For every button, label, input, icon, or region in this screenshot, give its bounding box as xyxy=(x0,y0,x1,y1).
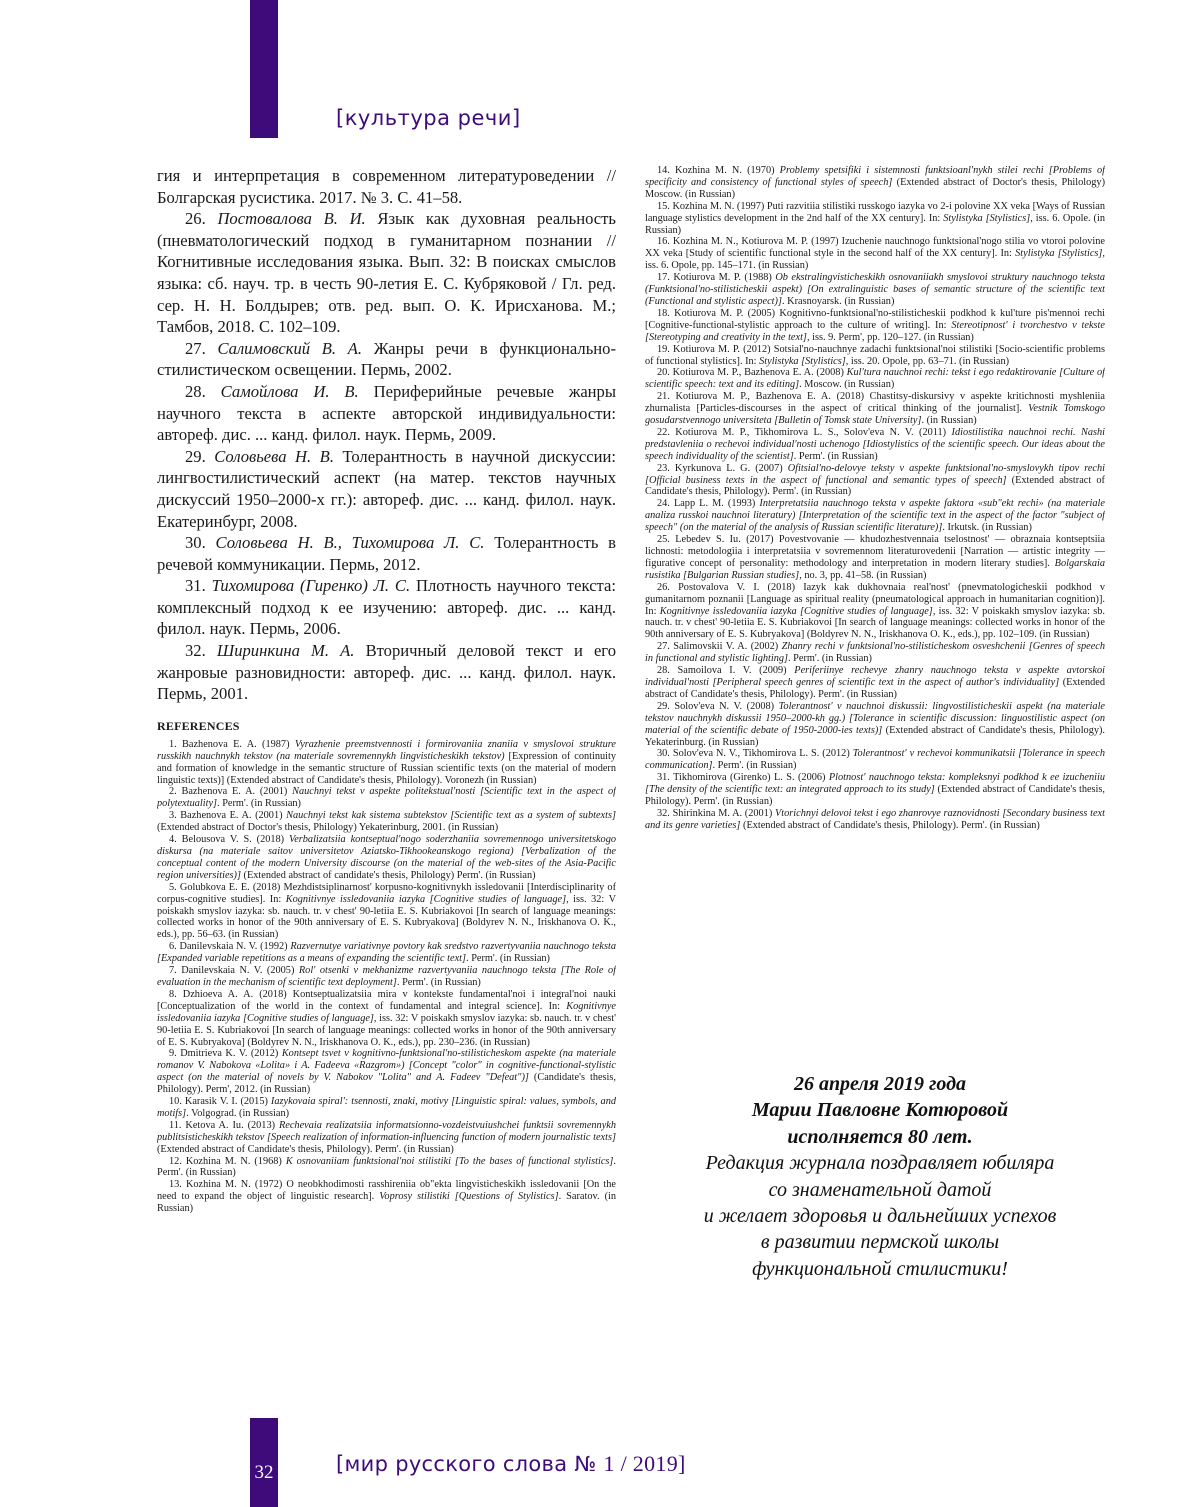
reference-title: Problemy spetsifiki i sistemnosti funktsioanl'nykh stilei rechi [Problems of specificity and consistency of functional styles of speech] xyxy=(645,165,1105,188)
reference-tail: , iss. 6. Opole, pp. 145–171. (in Russian) xyxy=(645,248,1105,272)
reference-title: Tolerantnost' v rechevoi kommunikatsii [Tolerance in speech communication] xyxy=(645,748,1105,772)
reference-tail: , iss. 20. Opole, pp. 63–71. (in Russian) xyxy=(845,355,1010,367)
header-color-band xyxy=(250,0,278,138)
journal-issue: 1 / 2019] xyxy=(603,1451,686,1476)
reference-lead: 17. Kotiurova M. P. (1988) xyxy=(657,272,776,284)
reference-tail: (Extended abstract of Doctor's thesis, Philology) Yekaterinburg, 2001. (in Russian) xyxy=(157,822,499,834)
reference-item xyxy=(645,582,1105,642)
reference-tail: . Perm'. (in Russian) xyxy=(712,760,797,772)
reference-title: Zhanry rechi v funktsional'no-stilisticheskom osveshchenii [Genres of speech in functional and stylistic lighting] xyxy=(645,641,1105,665)
reference-text: Плотность научного текста: комплексный подход к ее изучению: автореф. дис. ... канд. филол. наук. Пермь, 2006. xyxy=(157,576,616,639)
reference-number: 30. xyxy=(185,533,206,553)
reference-tail: , iss. 6. Opole. (in Russian) xyxy=(645,212,1105,236)
greeting-announcement xyxy=(660,1071,1100,1150)
reference-lead: 24. Lapp L. M. (1993) xyxy=(657,498,760,510)
reference-lead: 20. Kotiurova M. P., Bazhenova E. A. (2008) xyxy=(657,367,847,379)
reference-tail: . Perm'. (in Russian) xyxy=(157,1155,616,1179)
reference-title: Tolerantnost' v nauchnoi diskussii: lingvostilisticheskii aspekt (na materiale tekstov nauchnykh diskussii 1950–2000-kh gg.) [Tolerance in scientific discussion: linguostilistic aspect (on material of the scientific debate of 1950-2000-ies texts)] xyxy=(645,700,1105,736)
greeting-line: со знаменательной датой xyxy=(768,1178,992,1201)
reference-number: 27. xyxy=(185,338,206,358)
reference-title: Ob ekstralingvisticheskikh osnovaniiakh smyslovoi struktury nauchnogo teksta (Funktsional'no-stilisticheskii aspekt) [On extralinguistic bases of semantic structure of the scientific text (Functional and stylistic aspect)] xyxy=(645,272,1105,307)
reference-item xyxy=(157,1179,616,1215)
reference-item xyxy=(645,534,1105,582)
reference-item xyxy=(157,941,616,965)
reference-title: Kontsept tsvet v kognitivno-funktsional'no-stilisticheskom aspekte (na materiale romanov V. Nabokova «Lolita» i A. Fadeeva «Razgrom») [Concept "color" in cognitive-functional-stylistic aspect (on the material of novels by V. Nabokov "Lolita" and A. Fadeev "Defeat")] xyxy=(157,1048,616,1084)
reference-title: Stereotipnost' i tvorchestvo v tekste [Stereotyping and creativity in the text] xyxy=(645,319,1105,343)
reference-tail: . (in Russian) xyxy=(921,415,977,427)
reference-author: Ширинкина М. А. xyxy=(216,641,355,661)
section-title: [культура речи] xyxy=(336,106,521,130)
reference-number: 31. xyxy=(185,576,206,596)
reference-item xyxy=(645,344,1105,368)
reference-author: Самойлова И. В. xyxy=(220,381,359,401)
reference-number: 28. xyxy=(185,381,206,401)
russian-references-list xyxy=(157,165,616,705)
reference-title: Kognitivnye issledovaniia iazyka [Cognitive studies of language] xyxy=(157,1000,616,1024)
reference-text: Жанры речи в функционально-стилистическом освещении. Пермь, 2002. xyxy=(157,338,616,380)
reference-lead: 26. Postovalova V. I. (2018) Iazyk kak dukhovnaia real'nost' (pnevmatologicheskii podkhod v gumanitarnom poznanii [Language as spiritual reality (pneumatological approach in humanitarian cognition)]. In: xyxy=(645,581,1105,617)
reference-item xyxy=(645,427,1105,463)
reference-item xyxy=(157,786,616,810)
reference-lead: 21. Kotiurova M. P., Bazhenova E. A. (2018) Chastitsy-diskursivy v aspekte kritichnosti myshleniia zhurnalista [Particles-discourses in the aspect of critical thinking of the journalist]. xyxy=(645,391,1105,415)
reference-tail: . Moscow. (in Russian) xyxy=(799,379,895,391)
reference-item xyxy=(157,989,616,1049)
reference-text: Периферийные речевые жанры научного текста в аспекте авторской индивидуальности: автореф. дис. ... канд. филол. наук. Пермь, 2009. xyxy=(157,381,616,445)
reference-lead: 25. Lebedev S. Iu. (2017) Povestvovanie — khudozhestvennaia tselostnost' — obraznaia kontseptsiia lichnosti: metodologiia i interpretatsiia v sovremennom literaturovedenii [Narration — artistic integrity — figurative concept of personality: methodology and interpretation in modern literary studies]. xyxy=(645,534,1105,569)
reference-lead: 30. Solov'eva N. V., Tikhomirova L. S. (2012) xyxy=(657,748,853,760)
reference-item xyxy=(645,498,1105,534)
reference-title: Nauchnyi tekst v aspekte politekstual'nosti [Scientific text in the aspect of polytextuality] xyxy=(157,786,616,810)
reference-text: Толерантность в речевой коммуникации. Пермь, 2012. xyxy=(157,533,616,574)
reference-tail: . Saratov. (in Russian) xyxy=(157,1191,616,1215)
reference-tail: . Perm'. (in Russian) xyxy=(788,653,872,665)
greeting-message xyxy=(660,1150,1100,1282)
reference-lead: 1. Bazhenova E. A. (1987) xyxy=(169,738,295,750)
reference-tail: (Extended abstract of Candidate's thesis, Philology). Perm'. (in Russian) xyxy=(740,819,1040,831)
references-heading: REFERENCES xyxy=(157,718,240,733)
reference-text: Язык как духовная реальность (пневматологический подход в гуманитарном познании // Когнитивные исследования языка. Вып. 32: В поисках смыслов языка: сб. науч. тр. в честь 90-летия Е. С. Кубряковой / Гл. ред. сер. Н. Н. Болдырев; отв. ред. вып. О. К. Ирисханова. М.; Тамбов, 2018. С. 102–109. xyxy=(157,209,616,337)
left-column xyxy=(157,165,616,1405)
reference-tail: (Extended abstract of Candidate's thesis, Philology). Yekaterinburg. (in Russian) xyxy=(645,724,1105,748)
reference-tail: (Extended abstract of Candidate's thesis, Philology). Perm'. (in Russian) xyxy=(645,784,1105,808)
reference-title: Idiostilistika nauchnoi rechi. Nashi predstavleniia o rechevoi individual'nosti uchenogo [Idiostylistics of the scientific speech. Our ideas about the speech individuality of the scientist] xyxy=(645,426,1105,462)
main-reference xyxy=(157,208,616,338)
reference-item xyxy=(157,1096,616,1120)
reference-lead: 6. Danilevskaia N. V. (1992) xyxy=(169,941,291,953)
reference-lead: 4. Belousova V. S. (2018) xyxy=(169,834,290,846)
greeting-bold-line: 26 апреля 2019 года xyxy=(793,1073,967,1095)
reference-author: Тихомирова (Гиренко) Л. С. xyxy=(211,576,411,596)
reference-title: Kul'tura nauchnoi rechi: tekst i ego redaktirovanie [Culture of scientific speech: text and its editing] xyxy=(645,367,1105,391)
reference-title: K osnovaniiam funktsional'noi stilistiki [To the bases of functional stylistics] xyxy=(285,1155,614,1167)
reference-tail: . Perm'. (in Russian) xyxy=(217,798,301,810)
reference-lead: 29. Solov'eva N. V. (2008) xyxy=(657,700,779,712)
reference-tail: . Irkutsk. (in Russian) xyxy=(942,522,1032,534)
reference-item xyxy=(645,641,1105,665)
reference-number: 32. xyxy=(185,641,206,661)
reference-title: Voprosy stilistiki [Questions of Stylistics] xyxy=(379,1191,559,1203)
greeting-line: Редакция журнала поздравляет юбиляра xyxy=(705,1152,1055,1175)
reference-title: Vyrazhenie preemstvennosti i formirovaniia znaniia v smyslovoi strukture russkikh nauchnykh tekstov (na materiale sovremennykh lingvisticheskikh tekstov) xyxy=(157,738,616,762)
reference-item xyxy=(645,772,1105,808)
reference-item xyxy=(645,701,1105,749)
reference-lead: 10. Karasik V. I. (2015) xyxy=(169,1096,271,1108)
reference-lead: 13. Kozhina M. N. (1972) O neobkhodimosti rasshireniia ob"ekta lingvisticheskikh issledovanii [On the need to expand the object of linguistic research]. xyxy=(157,1179,616,1203)
reference-lead: 9. Dmitrieva K. V. (2012) xyxy=(169,1048,282,1060)
greeting-line: функциональной стилистики! xyxy=(752,1257,1008,1280)
reference-title: Periferiinye rechevye zhanry nauchnogo teksta v aspekte avtorskoi individual'nosti [Peripheral speech genres of scientific text in the aspect of author's individuality] xyxy=(645,665,1105,688)
reference-tail: . Krasnoyarsk. (in Russian) xyxy=(781,295,895,307)
reference-lead: 16. Kozhina M. N., Kotiurova M. P. (1997) Izuchenie nauchnogo funktsional'nogo stilia vo vtoroi polovine XX veka [Study of scientific functional style in the second half of the XX century]. In: xyxy=(645,236,1105,260)
reference-tail: , iss. 32: V poiskakh smyslov iazyka: sb. nauch. tr. v chest' 90-letiia E. S. Kubriakovoi [In search of language meanings: collected works in honor of the 90th anniversary of E. S. Kubryakova] (Boldyrev N. N., Iriskhanova O. K., eds.), pp. 230–236. (in Russian) xyxy=(157,1012,616,1048)
reference-lead: 14. Kozhina M. N. (1970) xyxy=(657,165,780,176)
reference-lead: 27. Salimovskii V. A. (2002) xyxy=(657,641,782,653)
reference-lead: 5. Golubkova E. E. (2018) Mezhdistsiplinarnost' korpusno-kognitivnykh issledovanii [Interdisciplinarity of corpus-cognitive studies]. In: xyxy=(157,881,616,905)
reference-item xyxy=(645,165,1105,201)
reference-item xyxy=(645,391,1105,427)
english-references-list-right xyxy=(645,165,1105,832)
greeting-bold-line: Марии Павловне Котюровой xyxy=(751,1099,1009,1122)
reference-lead: 12. Kozhina M. N. (1968) xyxy=(169,1155,286,1167)
reference-tail: (Extended abstract of Candidate's thesis, Philology). Perm'. (in Russian) xyxy=(157,1143,454,1155)
reference-title: Stylistyka [Stylistics] xyxy=(1015,248,1103,260)
reference-title: Razvernutye variativnye povtory kak sredstvo razvertyvaniia nauchnogo teksta [Expanded variable repetitions as a means of expanding the scientific text] xyxy=(157,941,616,965)
reference-item xyxy=(157,965,616,989)
reference-title: Kognitivnye issledovaniia iazyka [Cognitive studies of language] xyxy=(659,605,933,617)
reference-author: Соловьева Н. В., Тихомирова Л. С. xyxy=(215,533,485,553)
reference-author: Соловьева Н. В. xyxy=(214,446,334,466)
reference-author: Салимовский В. А. xyxy=(217,338,363,358)
reference-item xyxy=(645,272,1105,308)
main-reference xyxy=(157,381,616,446)
reference-tail: , no. 3, pp. 41–58. (in Russian) xyxy=(799,569,927,581)
reference-lead: 19. Kotiurova M. P. (2012) Sotsial'no-nauchnye zadachi funktsional'noi stilistiki [Socio-scientific problems of functional stylistics]. In: xyxy=(645,343,1105,367)
reference-title: Ofitsial'no-delovye teksty v aspekte funktsional'no-smyslovykh tipov rechi [Official business texts in the aspect of functional and semantic types of speech] xyxy=(645,462,1105,486)
reference-tail: . Perm'. (in Russian) xyxy=(793,450,878,462)
main-reference xyxy=(157,640,616,705)
reference-item xyxy=(645,463,1105,499)
reference-lead: 7. Danilevskaia N. V. (2005) xyxy=(169,965,299,977)
reference-number: 26. xyxy=(185,209,206,229)
journal-title xyxy=(336,1451,686,1477)
reference-tail: (Extended abstract of candidate's thesis, Philology) Perm'. (in Russian) xyxy=(240,869,536,881)
main-reference xyxy=(157,575,616,640)
reference-text: Вторичный деловой текст и его жанровые разновидности: автореф. дис. ... канд. филол. наук. Пермь, 2001. xyxy=(157,641,616,704)
journal-name: [мир русского слова № xyxy=(336,1452,597,1476)
reference-tail: , iss. 32: V poiskakh smyslov iazyka: sb. nauch. tr. v chest' 90-letiia E. S. Kubriakovoi [In search of language meanings: collected works in honor of the 90th anniversary of E. S. Kubryakova] (Boldyrev N. N., Iriskhanova O. K., eds.), pp. 102–109. (in Russian) xyxy=(645,605,1105,641)
reference-lead: 3. Bazhenova E. A. (2001) xyxy=(169,810,287,822)
reference-item xyxy=(157,882,616,942)
reference-item xyxy=(645,808,1105,832)
reference-lead: 11. Ketova A. Iu. (2013) xyxy=(169,1119,279,1131)
reference-title: Stylistyka [Stylistics] xyxy=(943,212,1031,224)
reference-item xyxy=(157,739,616,787)
reference-item xyxy=(157,1048,616,1096)
reference-item xyxy=(645,236,1105,272)
reference-title: Vtorichnyi delovoi tekst i ego zhanrovye raznovidnosti [Secondary business text and its genre varieties] xyxy=(645,807,1105,831)
reference-lead: 22. Kotiurova M. P., Tikhomirova L. S., Solov'eva N. V. (2011) xyxy=(657,426,952,438)
right-column xyxy=(645,165,1105,1045)
reference-tail: . Perm'. (in Russian) xyxy=(396,976,481,988)
reference-tail: . Perm'. (in Russian) xyxy=(466,953,550,965)
main-reference xyxy=(157,165,616,208)
reference-title: Rol' otsenki v mekhanizme razvertyvaniia nauchnogo teksta [The Role of evaluation in the mechanism of scientific text deployment] xyxy=(157,965,616,988)
greeting-line: в развитии пермской школы xyxy=(760,1231,1000,1254)
reference-lead: 8. Dzhioeva A. A. (2018) Kontseptualizatsiia mira v kontekste fundamental'noi i integral'noi nauki [Conceptualization of the world in the context of fundamental and integral science]. In: xyxy=(157,988,616,1012)
reference-item xyxy=(157,834,616,882)
reference-number: 29. xyxy=(185,446,206,466)
reference-text: Толерантность в научной дискуссии: лингвостилистический аспект (на матер. текстов научных дискуссий 1950–2000-х гг.): автореф. дис. ... канд. филол. наук. Екатеринбург, 2008. xyxy=(157,446,616,531)
main-reference xyxy=(157,338,616,381)
greeting-bold-line: исполняется 80 лет. xyxy=(787,1125,973,1148)
reference-item xyxy=(645,308,1105,344)
anniversary-greeting xyxy=(660,1071,1100,1282)
reference-tail: , iss. 32: V poiskakh smyslov iazyka: sb. nauch. tr. v chest' 90-letiia E. S. Kubriakovoi [In search of language meanings: collected works in honor of the 90th anniversary of E. S. Kubryakova] (Boldyrev N. N., Iriskhanova O. K., eds.), pp. 56–63. (in Russian) xyxy=(157,893,616,941)
reference-lead: 2. Bazhenova E. A. (2001) xyxy=(169,786,293,798)
reference-lead: 18. Kotiurova M. P. (2005) Kognitivno-funktsional'no-stilisticheskii podkhod k kul'ture pis'mennoi rechi [Cognitive-functional-stylistic approach to the culture of writing]. In: xyxy=(645,307,1105,331)
main-reference xyxy=(157,446,616,532)
reference-item xyxy=(645,748,1105,772)
reference-item xyxy=(645,665,1105,701)
reference-lead: 31. Tikhomirova (Girenko) L. S. (2006) xyxy=(657,772,829,784)
reference-title: Interpretatsiia nauchnogo teksta v aspekte faktora «sub"ekt rechi» (na materiale analiza russkoi nauchnoi literatury) [Interpretation of the scientific text in the aspect of the factor "subject of speech" (on the material of the analysis of Russian scientific literature)] xyxy=(645,498,1105,534)
reference-lead: 28. Samoilova I. V. (2009) xyxy=(657,665,795,677)
reference-item xyxy=(645,367,1105,391)
reference-title: Iazykovaia spiral': tsennosti, znaki, motivy [Linguistic spiral: values, symbols, and motifs] xyxy=(157,1096,616,1119)
reference-title: Verbalizatsiia kontseptual'nogo soderzhaniia sovremennogo universitetskogo diskursa (na materiale saitov universitetov Aziatsko-Tikhookeanskogo regiona) [Verbalization of the conceptual content of the modern University discourse (on the material of the web-sites of the Asia-Pacific region universities)] xyxy=(157,834,616,881)
reference-tail: (Extended abstract of Candidate's thesis, Philology). Perm'. (in Russian) xyxy=(645,676,1105,700)
reference-item xyxy=(157,810,616,834)
reference-lead: 23. Kyrkunova L. G. (2007) xyxy=(657,462,788,474)
reference-title: Stylistyka [Stylistics] xyxy=(759,355,846,367)
reference-lead: 32. Shirinkina M. A. (2001) xyxy=(657,807,775,819)
reference-tail: (Candidate's thesis, Philology). Perm', 2012. (in Russian) xyxy=(157,1072,616,1096)
reference-item xyxy=(645,201,1105,237)
reference-text: гия и интерпретация в современном литературоведении // Болгарская русистика. 2017. № 3. С. 41–58. xyxy=(157,166,616,207)
english-references-list-left xyxy=(157,739,616,1215)
reference-item xyxy=(157,1120,616,1156)
greeting-line: и желает здоровья и дальнейших успехов xyxy=(703,1205,1057,1228)
reference-tail: . Volgograd. (in Russian) xyxy=(186,1107,290,1119)
reference-title: Nauchnyi tekst kak sistema subtekstov [Scientific text as a system of subtexts] xyxy=(286,810,616,822)
page-number: 32 xyxy=(254,1462,274,1483)
main-reference xyxy=(157,532,616,575)
reference-tail: , iss. 9. Perm', pp. 120–127. (in Russian) xyxy=(806,331,974,343)
reference-lead: 15. Kozhina M. N. (1997) Puti razvitiia stilistiki russkogo iazyka vo 2-i polovine XX veka [Ways of Russian language stylistics development in the 2nd half of the XX century]. In: xyxy=(645,200,1105,224)
reference-tail: (Extended abstract of Doctor's thesis, Philology) Moscow. (in Russian) xyxy=(645,176,1105,200)
reference-title: Bolgarskaia rusistika [Bulgarian Russian studies] xyxy=(645,557,1105,581)
reference-title: Kognitivnye issledovaniia iazyka [Cognitive studies of language] xyxy=(285,893,567,905)
reference-author: Постовалова В. И. xyxy=(217,209,366,229)
reference-item xyxy=(157,1156,616,1180)
reference-tail: (Extended abstract of Candidate's thesis, Philology). Perm'. (in Russian) xyxy=(645,474,1105,498)
reference-tail: [Expression of continuity and formation of knowledge in the semantic structure of Russian scientific texts (on the material of modern linguistic texts)] (Extended abstract of Candidate's thesis, Philology). Voronezh (in Russian) xyxy=(157,750,616,786)
reference-title: Vestnik Tomskogo gosudarstvennogo universiteta [Bulletin of Tomsk state University] xyxy=(645,403,1105,427)
reference-title: Plotnost' nauchnogo teksta: kompleksnyi podkhod k ee izucheniiu [The density of the scientific text: an integrated approach to its study] xyxy=(645,772,1105,796)
reference-title: Rechevaia realizatsiia informatsionno-vozdeistvuiushchei funktsii sovremennykh publitsisticheskikh tekstov [Speech realization of information-influencing function of modern journalistic texts] xyxy=(157,1119,616,1143)
